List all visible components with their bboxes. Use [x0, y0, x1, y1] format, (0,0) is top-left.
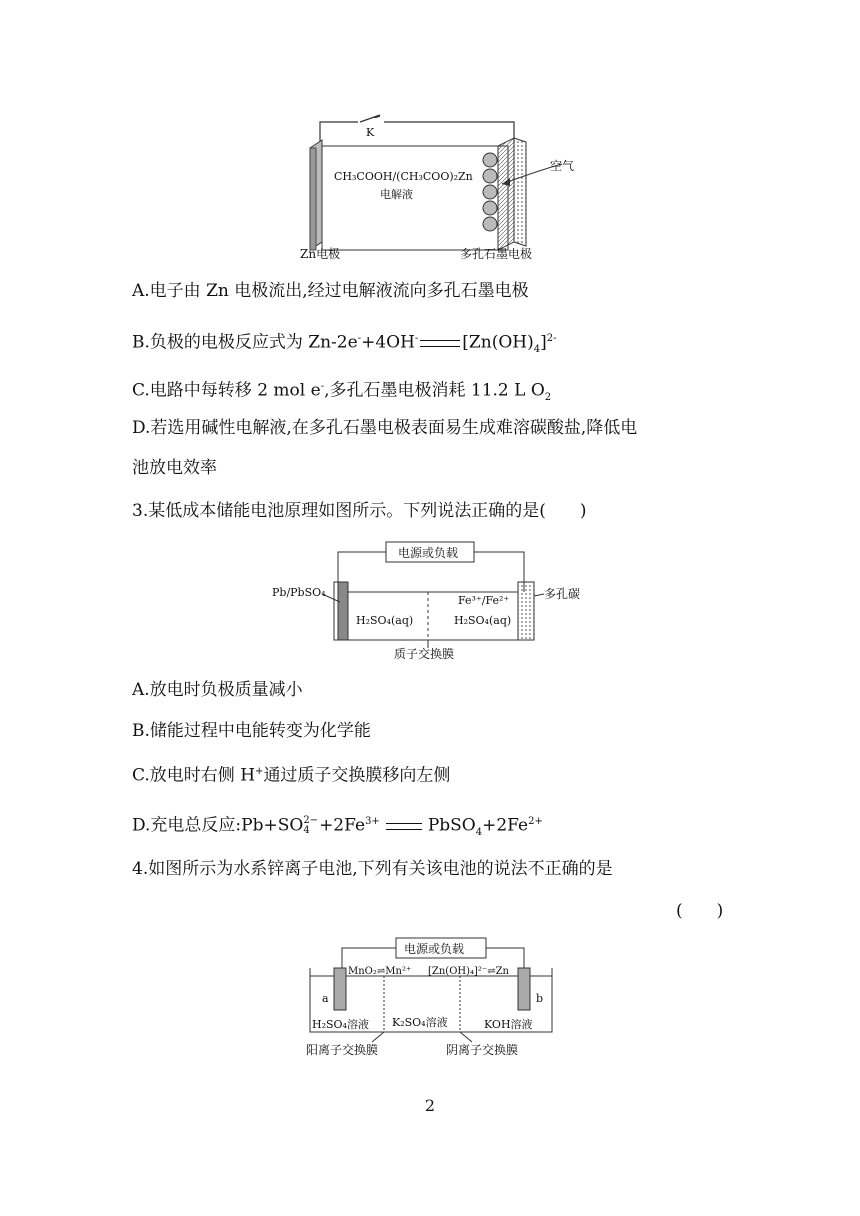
equals-sign [420, 340, 460, 347]
svg-text:CH₃COOH/(CH₃COO)₂Zn: CH₃COOH/(CH₃COO)₂Zn [334, 170, 473, 183]
figure-4-zinc-ion-battery [304, 934, 562, 1064]
porous-graphite-electrode [498, 138, 514, 250]
circuit-wire [320, 122, 514, 148]
electrode-b [518, 968, 530, 1010]
svg-text:电解液: 电解液 [380, 188, 413, 201]
svg-text:H₂SO₄溶液: H₂SO₄溶液 [312, 1018, 369, 1031]
svg-text:多孔碳: 多孔碳 [544, 587, 581, 601]
svg-text:电源或负载: 电源或负载 [404, 942, 465, 956]
page-number: 2 [424, 1096, 436, 1115]
svg-text:KOH溶液: KOH溶液 [484, 1018, 533, 1031]
svg-text:a: a [322, 992, 329, 1005]
svg-text:MnO₂⇌Mn²⁺: MnO₂⇌Mn²⁺ [348, 966, 412, 977]
porous-carbon-electrode [518, 582, 534, 640]
svg-text:电源或负载: 电源或负载 [398, 546, 459, 560]
option-2b: B.负极的电极反应式为 Zn-2e-+4OH- $[Zn(OH)_4]^{2-}$ [132, 332, 557, 356]
svg-text:K₂SO₄溶液: K₂SO₄溶液 [392, 1016, 448, 1029]
equals-sign [386, 823, 422, 830]
figure-1-zinc-air-battery [300, 112, 580, 264]
svg-text:b: b [536, 992, 544, 1005]
svg-text:Pb/PbSO₄: Pb/PbSO₄ [272, 586, 326, 599]
svg-text:质子交换膜: 质子交换膜 [394, 647, 455, 661]
option-2d-line1: D.若选用碱性电解液,在多孔石墨电极表面易生成难溶碳酸盐,降低电 [132, 418, 638, 438]
switch-label: K [366, 126, 375, 139]
option-3d: D.充电总反应:Pb+SO 2− 4 $+2Fe^{3+}$ $PbSO_4+2Fe^{2+}$ [132, 815, 543, 839]
electrode-a [334, 968, 346, 1010]
svg-text:Fe³⁺/Fe²⁺: Fe³⁺/Fe²⁺ [458, 594, 510, 607]
svg-text:H₂SO₄(aq): H₂SO₄(aq) [454, 614, 512, 627]
option-3c: C.放电时右侧 H+通过质子交换膜移向左侧 [132, 765, 451, 786]
svg-text:阳离子交换膜: 阳离子交换膜 [306, 1043, 379, 1057]
figure-3-storage-battery [268, 540, 608, 664]
option-3a: A.放电时负极质量减小 [132, 680, 303, 700]
svg-text:Zn电极: Zn电极 [300, 247, 341, 261]
question-4-stem: 4.如图所示为水系锌离子电池,下列有关该电池的说法不正确的是 [132, 859, 613, 879]
svg-text:H₂SO₄(aq): H₂SO₄(aq) [356, 614, 414, 627]
question-4-paren: ( ) [676, 901, 724, 921]
option-2d-line2: 池放电效率 [132, 458, 217, 478]
option-2a: A.电子由 Zn 电极流出,经过电解液流向多孔石墨电极 [132, 281, 529, 301]
svg-text:空气: 空气 [550, 159, 575, 173]
option-2c: C.电路中每转移 2 mol e-,多孔石墨电极消耗 11.2 L $O_2$ [132, 380, 552, 404]
pb-electrode [334, 582, 338, 640]
catalyst-beads [483, 153, 497, 231]
svg-text:多孔石墨电极: 多孔石墨电极 [460, 247, 533, 261]
option-3b: B.储能过程中电能转变为化学能 [132, 721, 371, 741]
electrolyte-cell [322, 146, 508, 250]
svg-text:阴离子交换膜: 阴离子交换膜 [446, 1043, 519, 1057]
svg-text:[Zn(OH)₄]²⁻⇌Zn: [Zn(OH)₄]²⁻⇌Zn [428, 966, 509, 977]
question-3-stem: 3.某低成本储能电池原理如图所示。下列说法正确的是( ) [132, 501, 587, 521]
